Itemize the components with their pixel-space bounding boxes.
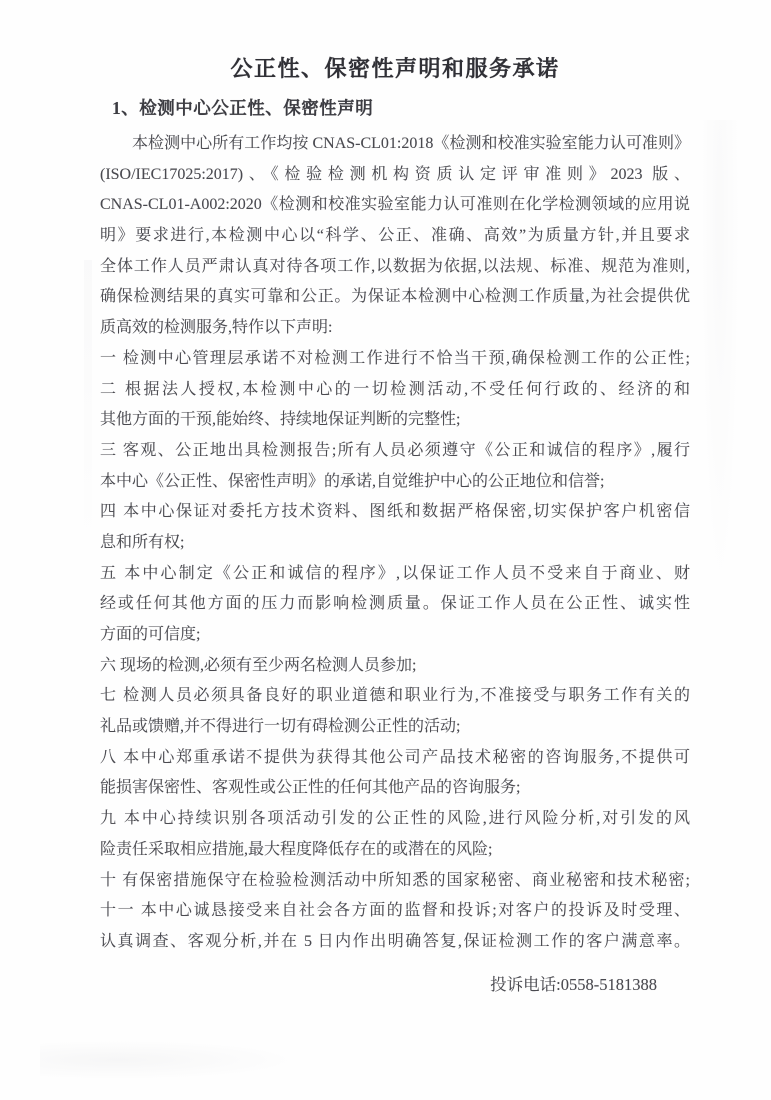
document-title: 公正性、保密性声明和服务承诺 <box>230 56 560 81</box>
statement-item-2: 二 根据法人授权,本检测中心的一切检测活动,不受任何行政的、经济的和 <box>100 380 690 398</box>
statement-item-11: 十一 本中心诚恳接受来自社会各方面的监督和投诉;对客户的投诉及时受理、 <box>100 902 690 920</box>
document-content <box>100 0 690 1000</box>
statement-item-8-cont: 能损害保密性、客观性或公正性的任何其他产品的咨询服务; <box>100 779 521 797</box>
statement-item-4: 四 本中心保证对委托方技术资料、图纸和数据严格保密,切实保护客户机密信 <box>100 503 690 521</box>
paragraph-line: (ISO/IEC17025:2017)、《检验检测机构资质认定评审准则》2023 版、 <box>100 165 690 183</box>
paragraph-line: 本检测中心所有工作均按 CNAS-CL01:2018《检测和校准实验室能力认可准则》 <box>132 135 690 152</box>
statement-item-2-cont: 其他方面的干预,能始终、持续地保证判断的完整性; <box>100 411 461 429</box>
statement-item-9: 九 本中心持续识别各项活动引发的公正性的风险,进行风险分析,对引发的风 <box>100 810 690 828</box>
statement-item-7: 七 检测人员必须具备良好的职业道德和职业行为,不准接受与职务工作有关的 <box>100 687 690 705</box>
statement-item-5-cont: 经或任何其他方面的压力而影响检测质量。保证工作人员在公正性、诚实性 <box>100 595 690 613</box>
statement-item-3-cont: 本中心《公正性、保密性声明》的承诺,自觉维护中心的公正地位和信誉; <box>100 472 605 490</box>
paragraph-line: 全体工作人员严肃认真对待各项工作,以数据为依据,以法规、标准、规范为准则, <box>100 257 690 275</box>
scan-noise-edge <box>700 120 740 620</box>
statement-item-3: 三 客观、公正地出具检测报告;所有人员必须遵守《公正和诚信的程序》,履行 <box>100 441 690 459</box>
statement-item-10: 十 有保密措施保守在检验检测活动中所知悉的国家秘密、商业秘密和技术秘密; <box>100 871 690 889</box>
paragraph-line: 质高效的检测服务,特作以下声明: <box>100 319 333 337</box>
statement-item-8: 八 本中心郑重承诺不提供为获得其他公司产品技术秘密的咨询服务,不提供可 <box>100 748 690 766</box>
paragraph-line: 明》要求进行,本检测中心以“科学、公正、准确、高效”为质量方针,并且要求 <box>100 227 690 245</box>
statement-body <box>100 129 690 958</box>
paragraph-line: 确保检测结果的真实可靠和公正。为保证本检测中心检测工作质量,为社会提供优 <box>100 288 690 306</box>
section-heading: 1、检测中心公正性、保密性声明 <box>112 98 374 118</box>
statement-item-5: 五 本中心制定《公正和诚信的程序》,以保证工作人员不受来自于商业、财 <box>100 564 690 582</box>
complaint-phone: 投诉电话:0558-5181388 <box>490 974 657 994</box>
scan-noise-streak <box>84 260 92 560</box>
statement-item-4-cont: 息和所有权; <box>100 533 185 551</box>
statement-item-5-cont2: 方面的可信度; <box>100 626 201 643</box>
statement-item-7-cont: 礼品或馈赠,并不得进行一切有碍检测公正性的活动; <box>100 718 461 736</box>
paragraph-line: CNAS-CL01-A002:2020《检测和校准实验室能力认可准则在化学检测领域的应用说 <box>100 196 690 214</box>
statement-item-1: 一 检测中心管理层承诺不对检测工作进行不恰当干预,确保检测工作的公正性; <box>100 349 690 367</box>
scan-noise-smudge <box>40 1040 300 1080</box>
statement-item-6: 六 现场的检测,必须有至少两名检测人员参加; <box>100 656 417 674</box>
statement-item-9-cont: 险责任采取相应措施,最大程度降低存在的或潜在的风险; <box>100 840 493 858</box>
statement-item-11-cont: 认真调查、客观分析,并在 5 日内作出明确答复,保证检测工作的客户满意率。 <box>100 932 690 950</box>
